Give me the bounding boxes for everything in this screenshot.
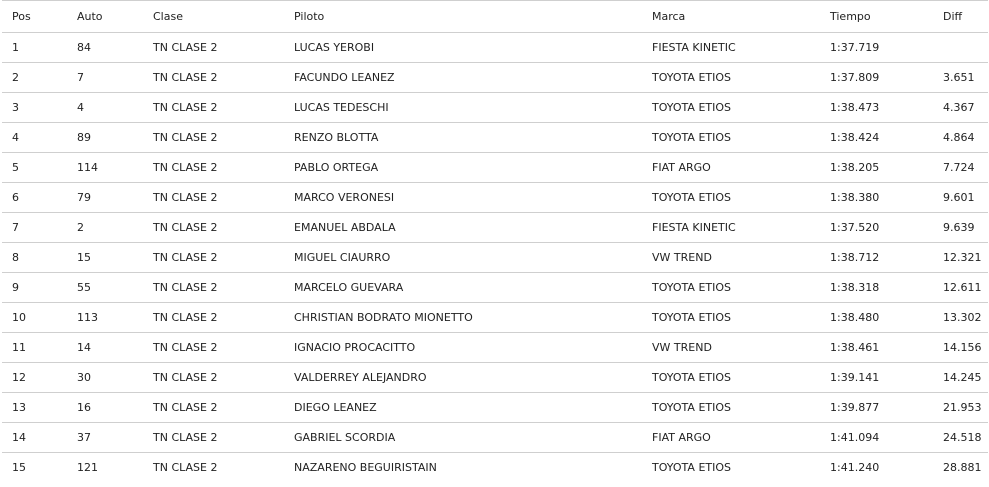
cell-tiempo: 1:41.094 — [830, 431, 880, 444]
cell-diff: 21.953 — [943, 401, 982, 414]
cell-tiempo: 1:38.712 — [830, 251, 880, 264]
cell-pos: 14 — [12, 431, 26, 444]
cell-diff: 14.156 — [943, 341, 982, 354]
table-row — [2, 93, 988, 123]
cell-marca: FIAT ARGO — [652, 431, 711, 444]
cell-auto: 114 — [77, 161, 98, 174]
cell-diff: 4.367 — [943, 101, 975, 114]
cell-pos: 11 — [12, 341, 26, 354]
cell-tiempo: 1:37.809 — [830, 71, 880, 84]
cell-clase: TN CLASE 2 — [153, 371, 218, 384]
cell-auto: 79 — [77, 191, 91, 204]
cell-piloto: RENZO BLOTTA — [294, 131, 379, 144]
cell-diff: 12.611 — [943, 281, 982, 294]
cell-marca: FIAT ARGO — [652, 161, 711, 174]
cell-clase: TN CLASE 2 — [153, 41, 218, 54]
table-row — [2, 273, 988, 303]
cell-tiempo: 1:39.141 — [830, 371, 880, 384]
cell-diff: 28.881 — [943, 461, 982, 475]
cell-pos: 1 — [12, 41, 19, 54]
cell-clase: TN CLASE 2 — [153, 461, 218, 475]
header-tiempo: Tiempo — [830, 10, 871, 23]
cell-diff — [933, 33, 988, 63]
cell-marca: VW TREND — [652, 251, 712, 264]
cell-marca: TOYOTA ETIOS — [652, 461, 731, 475]
cell-auto: 37 — [77, 431, 91, 444]
cell-marca: FIESTA KINETIC — [652, 221, 736, 234]
cell-clase: TN CLASE 2 — [153, 251, 218, 264]
cell-piloto: MARCO VERONESI — [294, 191, 395, 204]
cell-pos: 5 — [12, 161, 19, 174]
cell-piloto: EMANUEL ABDALA — [294, 221, 396, 234]
cell-marca: TOYOTA ETIOS — [652, 131, 731, 144]
table-row — [2, 243, 988, 273]
cell-diff: 3.651 — [943, 71, 975, 84]
cell-auto: 2 — [77, 221, 84, 234]
cell-piloto: FACUNDO LEANEZ — [294, 71, 395, 84]
cell-auto: 89 — [77, 131, 91, 144]
table-row — [2, 303, 988, 333]
cell-piloto: MIGUEL CIAURRO — [294, 251, 391, 264]
cell-tiempo: 1:38.480 — [830, 311, 880, 324]
header-diff: Diff — [943, 10, 963, 23]
cell-marca: FIESTA KINETIC — [652, 41, 736, 54]
cell-tiempo: 1:38.318 — [830, 281, 880, 294]
cell-auto: 55 — [77, 281, 91, 294]
header-auto: Auto — [77, 10, 103, 23]
cell-marca: TOYOTA ETIOS — [652, 281, 731, 294]
cell-clase: TN CLASE 2 — [153, 101, 218, 114]
cell-auto: 84 — [77, 41, 91, 54]
cell-auto: 16 — [77, 401, 91, 414]
header-marca: Marca — [652, 10, 686, 23]
cell-pos: 8 — [12, 251, 19, 264]
cell-tiempo: 1:41.240 — [830, 461, 880, 475]
cell-marca: TOYOTA ETIOS — [652, 191, 731, 204]
table-row — [2, 453, 988, 483]
cell-tiempo: 1:37.520 — [830, 221, 880, 234]
cell-clase: TN CLASE 2 — [153, 431, 218, 444]
cell-diff: 9.601 — [943, 191, 975, 204]
cell-auto: 15 — [77, 251, 91, 264]
cell-clase: TN CLASE 2 — [153, 191, 218, 204]
cell-diff: 7.724 — [943, 161, 975, 174]
table-row — [2, 183, 988, 213]
cell-tiempo: 1:39.877 — [830, 401, 880, 414]
cell-clase: TN CLASE 2 — [153, 161, 218, 174]
cell-clase: TN CLASE 2 — [153, 311, 218, 324]
cell-clase: TN CLASE 2 — [153, 71, 218, 84]
table-row — [2, 393, 988, 423]
cell-pos: 9 — [12, 281, 19, 294]
table-row — [2, 153, 988, 183]
cell-marca: TOYOTA ETIOS — [652, 101, 731, 114]
cell-pos: 10 — [12, 311, 26, 324]
cell-tiempo: 1:38.473 — [830, 101, 880, 114]
cell-marca: TOYOTA ETIOS — [652, 371, 731, 384]
cell-piloto: MARCELO GUEVARA — [294, 281, 404, 294]
header-clase: Clase — [153, 10, 183, 23]
cell-marca: TOYOTA ETIOS — [652, 71, 731, 84]
cell-piloto: LUCAS TEDESCHI — [294, 101, 389, 114]
cell-clase: TN CLASE 2 — [153, 401, 218, 414]
cell-piloto: GABRIEL SCORDIA — [294, 431, 396, 444]
cell-diff: 24.518 — [943, 431, 982, 444]
cell-auto: 121 — [77, 461, 98, 475]
cell-tiempo: 1:38.380 — [830, 191, 880, 204]
cell-tiempo: 1:38.461 — [830, 341, 880, 354]
cell-clase: TN CLASE 2 — [153, 131, 218, 144]
cell-marca: VW TREND — [652, 341, 712, 354]
cell-piloto: NAZARENO BEGUIRISTAIN — [294, 461, 437, 475]
table-row — [2, 363, 988, 393]
header-piloto: Piloto — [294, 10, 325, 23]
cell-tiempo: 1:37.719 — [830, 41, 880, 54]
cell-piloto: LUCAS YEROBI — [294, 41, 375, 54]
cell-pos: 15 — [12, 461, 26, 475]
cell-auto: 113 — [77, 311, 98, 324]
cell-clase: TN CLASE 2 — [153, 281, 218, 294]
cell-tiempo: 1:38.424 — [830, 131, 880, 144]
cell-pos: 3 — [12, 101, 19, 114]
table-row — [2, 123, 988, 153]
cell-diff: 12.321 — [943, 251, 982, 264]
table-row — [2, 213, 988, 243]
cell-auto: 4 — [77, 101, 84, 114]
table-header — [2, 1, 988, 33]
cell-auto: 14 — [77, 341, 91, 354]
cell-auto: 30 — [77, 371, 91, 384]
cell-diff: 4.864 — [943, 131, 975, 144]
cell-pos: 7 — [12, 221, 19, 234]
cell-piloto: DIEGO LEANEZ — [294, 401, 377, 414]
cell-pos: 12 — [12, 371, 26, 384]
results-table — [2, 0, 988, 483]
cell-marca: TOYOTA ETIOS — [652, 401, 731, 414]
cell-pos: 6 — [12, 191, 19, 204]
header-pos: Pos — [12, 10, 31, 23]
table-row — [2, 423, 988, 453]
cell-diff: 9.639 — [943, 221, 975, 234]
table-body — [2, 33, 988, 483]
cell-clase: TN CLASE 2 — [153, 341, 218, 354]
header-row — [2, 1, 988, 33]
cell-piloto: IGNACIO PROCACITTO — [294, 341, 416, 354]
cell-pos: 13 — [12, 401, 26, 414]
cell-clase: TN CLASE 2 — [153, 221, 218, 234]
cell-diff: 14.245 — [943, 371, 982, 384]
cell-tiempo: 1:38.205 — [830, 161, 880, 174]
cell-diff: 13.302 — [943, 311, 982, 324]
cell-piloto: VALDERREY ALEJANDRO — [294, 371, 427, 384]
cell-pos: 2 — [12, 71, 19, 84]
table-row — [2, 333, 988, 363]
cell-piloto: PABLO ORTEGA — [294, 161, 379, 174]
cell-piloto: CHRISTIAN BODRATO MIONETTO — [294, 311, 473, 324]
cell-marca: TOYOTA ETIOS — [652, 311, 731, 324]
table-row — [2, 63, 988, 93]
cell-pos: 4 — [12, 131, 19, 144]
cell-auto: 7 — [77, 71, 84, 84]
table-row — [2, 33, 988, 63]
